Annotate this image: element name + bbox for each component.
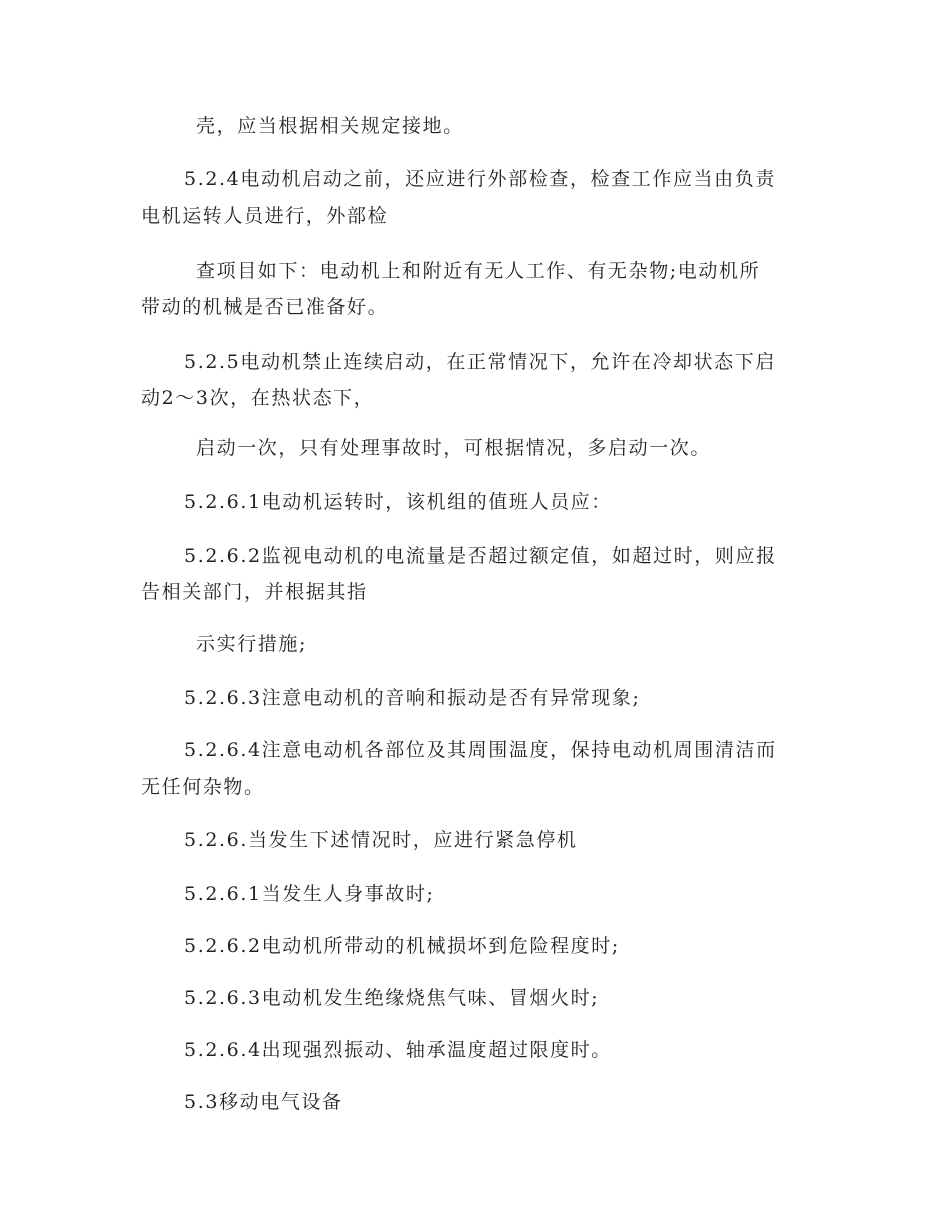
text-line: 动2～3次，在热状态下， [141, 387, 375, 409]
section-5-2-6-emergency-line: 5.2.6.当发生下述情况时，应进行紧急停机 [184, 829, 578, 851]
section-5-2-6-1-line: 5.2.6.1电动机运转时，该机组的值班人员应： [184, 491, 612, 513]
text-line: 启动一次，只有处理事故时，可根据情况，多启动一次。 [196, 437, 712, 459]
text-line: 壳，应当根据相关规定接地。 [196, 115, 464, 137]
text-line: 告相关部门，并根据其指 [141, 581, 368, 603]
section-5-2-4-line: 5.2.4电动机启动之前，还应进行外部检查，检查工作应当由负责 [184, 168, 776, 190]
text-line: 查项目如下：电动机上和附近有无人工作、有无杂物;电动机所 [196, 260, 761, 282]
section-5-2-6-4-line: 5.2.6.4注意电动机各部位及其周围温度，保持电动机周围清洁而 [184, 739, 777, 761]
section-5-3-heading: 5.3移动电气设备 [184, 1091, 343, 1113]
section-5-2-6-3b-line: 5.2.6.3电动机发生绝缘烧焦气味、冒烟火时; [184, 987, 600, 1009]
section-5-2-6-2-line: 5.2.6.2监视电动机的电流量是否超过额定值，如超过时，则应报 [184, 545, 777, 567]
section-5-2-5-line: 5.2.5电动机禁止连续启动，在正常情况下，允许在冷却状态下启 [184, 351, 776, 373]
text-line: 无任何杂物。 [141, 776, 265, 798]
section-5-2-6-1b-line: 5.2.6.1当发生人身事故时; [184, 883, 435, 905]
section-5-2-6-4b-line: 5.2.6.4出现强烈振动、轴承温度超过限度时。 [184, 1039, 612, 1061]
section-5-2-6-2b-line: 5.2.6.2电动机所带动的机械损坏到危险程度时; [184, 935, 620, 957]
text-line: 电机运转人员进行，外部检 [141, 205, 389, 227]
text-line: 示实行措施; [196, 633, 308, 655]
section-5-2-6-3-line: 5.2.6.3注意电动机的音响和振动是否有异常现象; [184, 687, 641, 709]
text-line: 带动的机械是否已准备好。 [141, 296, 389, 318]
